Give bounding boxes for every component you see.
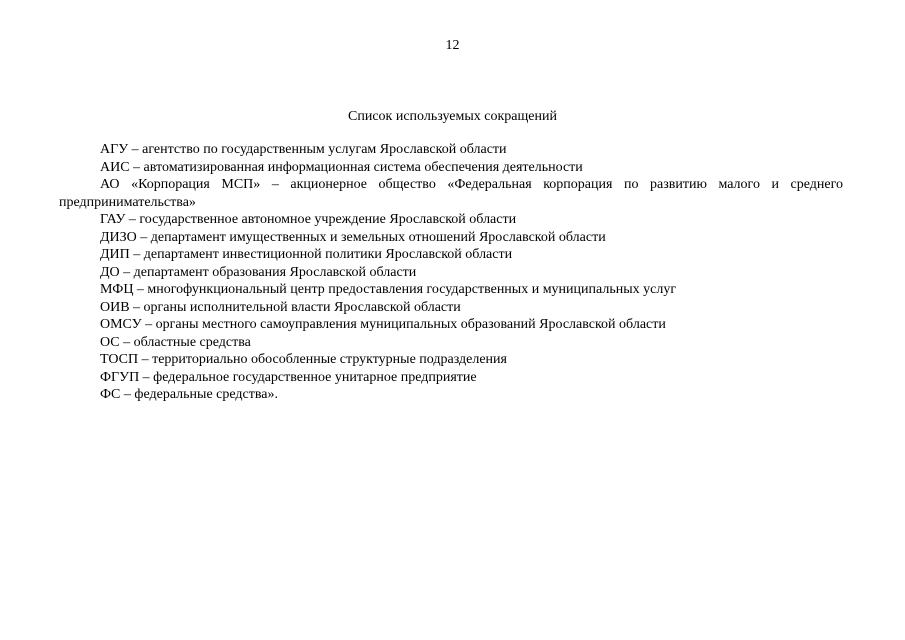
abbreviation-item: ДИЗО – департамент имущественных и земельных отношений Ярославской области <box>100 229 606 245</box>
abbreviation-item: ГАУ – государственное автономное учреждение Ярославской области <box>100 212 517 227</box>
abbreviation-item: ОИВ – органы исполнительной власти Ярославской области <box>100 299 461 315</box>
abbreviation-item: АО «Корпорация МСП» – акционерное общество «Федеральная корпорация по развитию малого и среднего предпринимательства» <box>59 177 843 210</box>
abbreviation-item: ФС – федеральные средства». <box>100 387 278 402</box>
abbreviation-item: ОС – областные средства <box>100 334 251 350</box>
abbreviation-item: ОМСУ – органы местного самоуправления муниципальных образований Ярославской области <box>100 317 666 332</box>
abbreviation-item: МФЦ – многофункциональный центр предоставления государственных и муниципальных услуг <box>100 282 677 297</box>
page-number: 12 <box>445 38 460 53</box>
abbreviation-item: АГУ – агентство по государственным услугам Ярославской области <box>100 142 507 157</box>
abbreviation-item: ДО – департамент образования Ярославской области <box>100 264 417 280</box>
abbreviation-item: ДИП – департамент инвестиционной политики Ярославской области <box>100 247 513 262</box>
abbreviation-item: ФГУП – федеральное государственное унитарное предприятие <box>100 369 477 385</box>
abbreviation-item: АИС – автоматизированная информационная система обеспечения деятельности <box>100 159 583 175</box>
abbreviation-list <box>59 141 843 404</box>
section-title: Список используемых сокращений <box>348 109 557 124</box>
abbreviation-item: ТОСП – территориально обособленные структурные подразделения <box>100 352 507 367</box>
